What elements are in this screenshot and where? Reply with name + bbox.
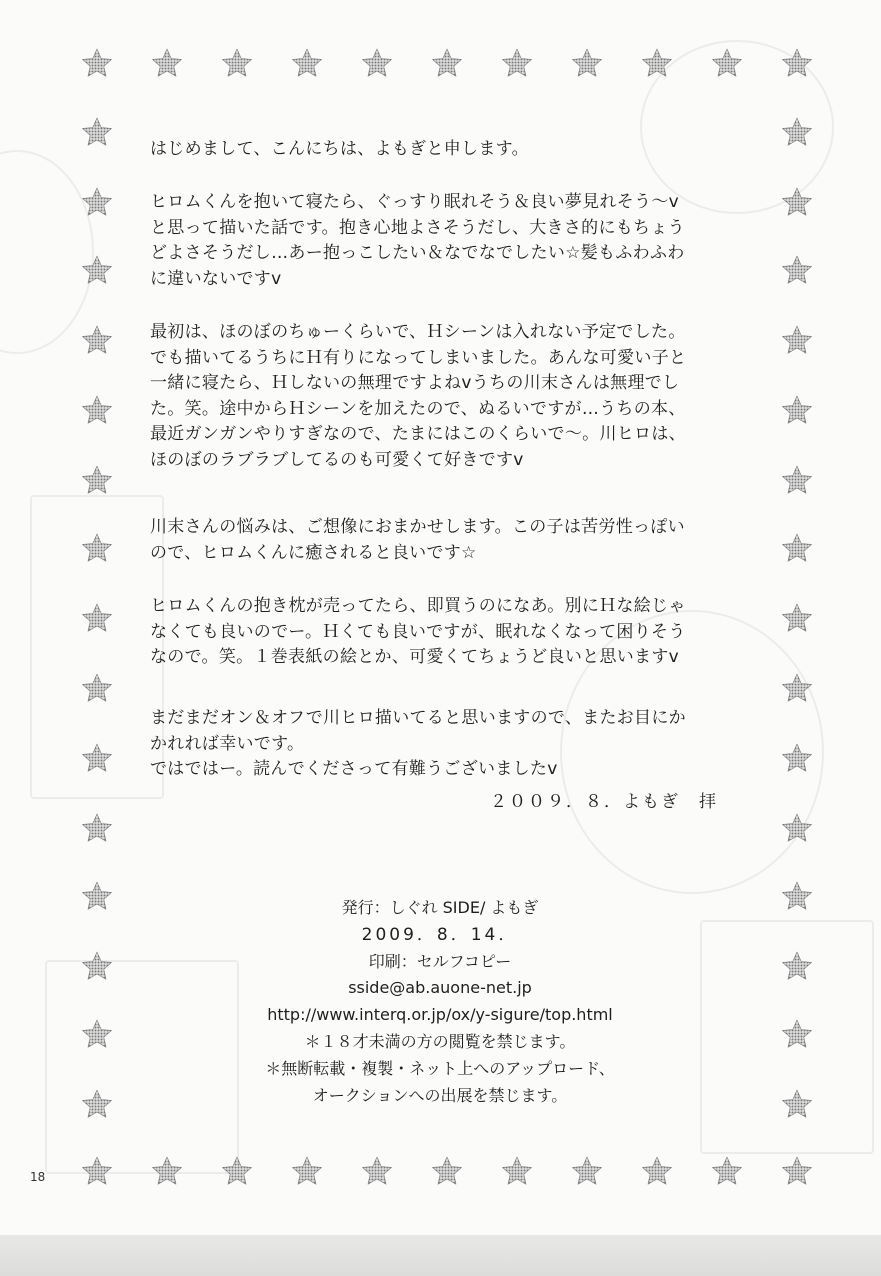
star-icon	[783, 1090, 812, 1117]
website-url: http://www.interq.or.jp/ox/y-sigure/top.html	[267, 1005, 613, 1025]
colophon	[190, 895, 690, 1109]
star-icon	[783, 952, 812, 979]
page-number: 18	[30, 1170, 46, 1184]
afterword-paragraph-5: ヒロムくんの抱き枕が売ってたら、即買うのになあ。別にＨな絵じゃ なくても良いのでー。Ｈくても良いですが、眠れなくなって困りそう なので。笑。１巻表紙の絵とか、可愛くてちょうど良いと思いますv	[150, 596, 686, 667]
star-icon	[83, 396, 112, 423]
star-icon	[83, 326, 112, 353]
star-icon	[83, 744, 112, 771]
star-icon	[503, 1157, 532, 1184]
publish-date: 2009．8．14．	[361, 924, 519, 945]
signature: ２００９．８．よもぎ 拝	[490, 792, 718, 812]
star-icon	[783, 674, 812, 701]
afterword-paragraph-1: はじめまして、こんにちは、よもぎと申します。	[150, 139, 529, 159]
star-icon	[363, 49, 392, 76]
star-icon	[783, 604, 812, 631]
star-icon	[83, 1157, 112, 1184]
contact-email: sside@ab.auone-net.jp	[348, 978, 532, 998]
star-icon	[83, 814, 112, 841]
printing-line: 印刷：セルフコピー	[368, 951, 512, 971]
star-icon	[783, 814, 812, 841]
star-icon	[783, 256, 812, 283]
star-icon	[83, 882, 112, 909]
star-icon	[293, 1157, 322, 1184]
copyright-notice: ＊無断転載・複製・ネット上へのアップロード、	[265, 1058, 615, 1078]
star-icon	[783, 1020, 812, 1047]
star-icon	[783, 49, 812, 76]
star-icon	[83, 604, 112, 631]
afterword-paragraph-4: 川末さんの悩みは、ご想像におまかせします。この子は苦労性っぽい ので、ヒロムくんに癒されると良いです☆	[150, 517, 685, 563]
star-icon	[713, 49, 742, 76]
auction-notice: オークションへの出展を禁じます。	[312, 1085, 568, 1105]
star-icon	[783, 882, 812, 909]
star-icon	[153, 49, 182, 76]
star-icon	[783, 466, 812, 493]
star-icon	[83, 1090, 112, 1117]
afterword-paragraph-6: まだまだオン＆オフで川ヒロ描いてると思いますので、またお目にか かれれば幸いです。 ではではー。読んでくださって有難うございましたv	[150, 708, 686, 779]
star-icon	[783, 118, 812, 145]
star-icon	[503, 49, 532, 76]
star-icon	[223, 1157, 252, 1184]
star-icon	[643, 49, 672, 76]
star-icon	[363, 1157, 392, 1184]
star-icon	[223, 49, 252, 76]
star-icon	[83, 952, 112, 979]
age-restriction-notice: ＊１８才未満の方の閲覧を禁じます。	[304, 1031, 576, 1051]
star-icon	[83, 1020, 112, 1047]
afterword-paragraph-3: 最初は、ほのぼのちゅーくらいで、Ｈシーンは入れない予定でした。 でも描いてるうちにＨ有りになってしまいました。あんな可愛い子と 一緒に寝たら、Ｈしないの無理ですよねvうちの川末さんは無理でし た。笑。途中からＨシーンを加えたので、ぬるいですが…うちの本、 最近ガンガンやりすぎなので、たまにはこのくらいで～。川ヒロは、 ほのぼのラブラブしてるのも可愛くて好きですv	[150, 322, 687, 470]
star-icon	[83, 118, 112, 145]
star-icon	[83, 534, 112, 561]
star-icon	[573, 49, 602, 76]
star-icon	[83, 49, 112, 76]
afterword-paragraph-2: ヒロムくんを抱いて寝たら、ぐっすり眠れそう＆良い夢見れそう～v と思って描いた話です。抱き心地よさそうだし、大きさ的にもちょう どよさそうだし…あー抱っこしたい＆なでなでしたい☆髪もふわふわ に違いないですv	[150, 192, 685, 289]
star-icon	[83, 188, 112, 215]
star-icon	[293, 49, 322, 76]
star-icon	[783, 396, 812, 423]
star-icon	[783, 326, 812, 353]
star-icon	[783, 1157, 812, 1184]
star-icon	[83, 256, 112, 283]
scan-edge	[0, 1235, 881, 1276]
star-icon	[713, 1157, 742, 1184]
star-icon	[153, 1157, 182, 1184]
star-icon	[783, 744, 812, 771]
star-icon	[643, 1157, 672, 1184]
publisher-line: 発行：しぐれ SIDE/ よもぎ	[341, 898, 539, 917]
star-icon	[573, 1157, 602, 1184]
star-icon	[83, 466, 112, 493]
star-icon	[433, 49, 462, 76]
star-icon	[783, 188, 812, 215]
star-icon	[83, 674, 112, 701]
star-icon	[433, 1157, 462, 1184]
star-icon	[783, 534, 812, 561]
